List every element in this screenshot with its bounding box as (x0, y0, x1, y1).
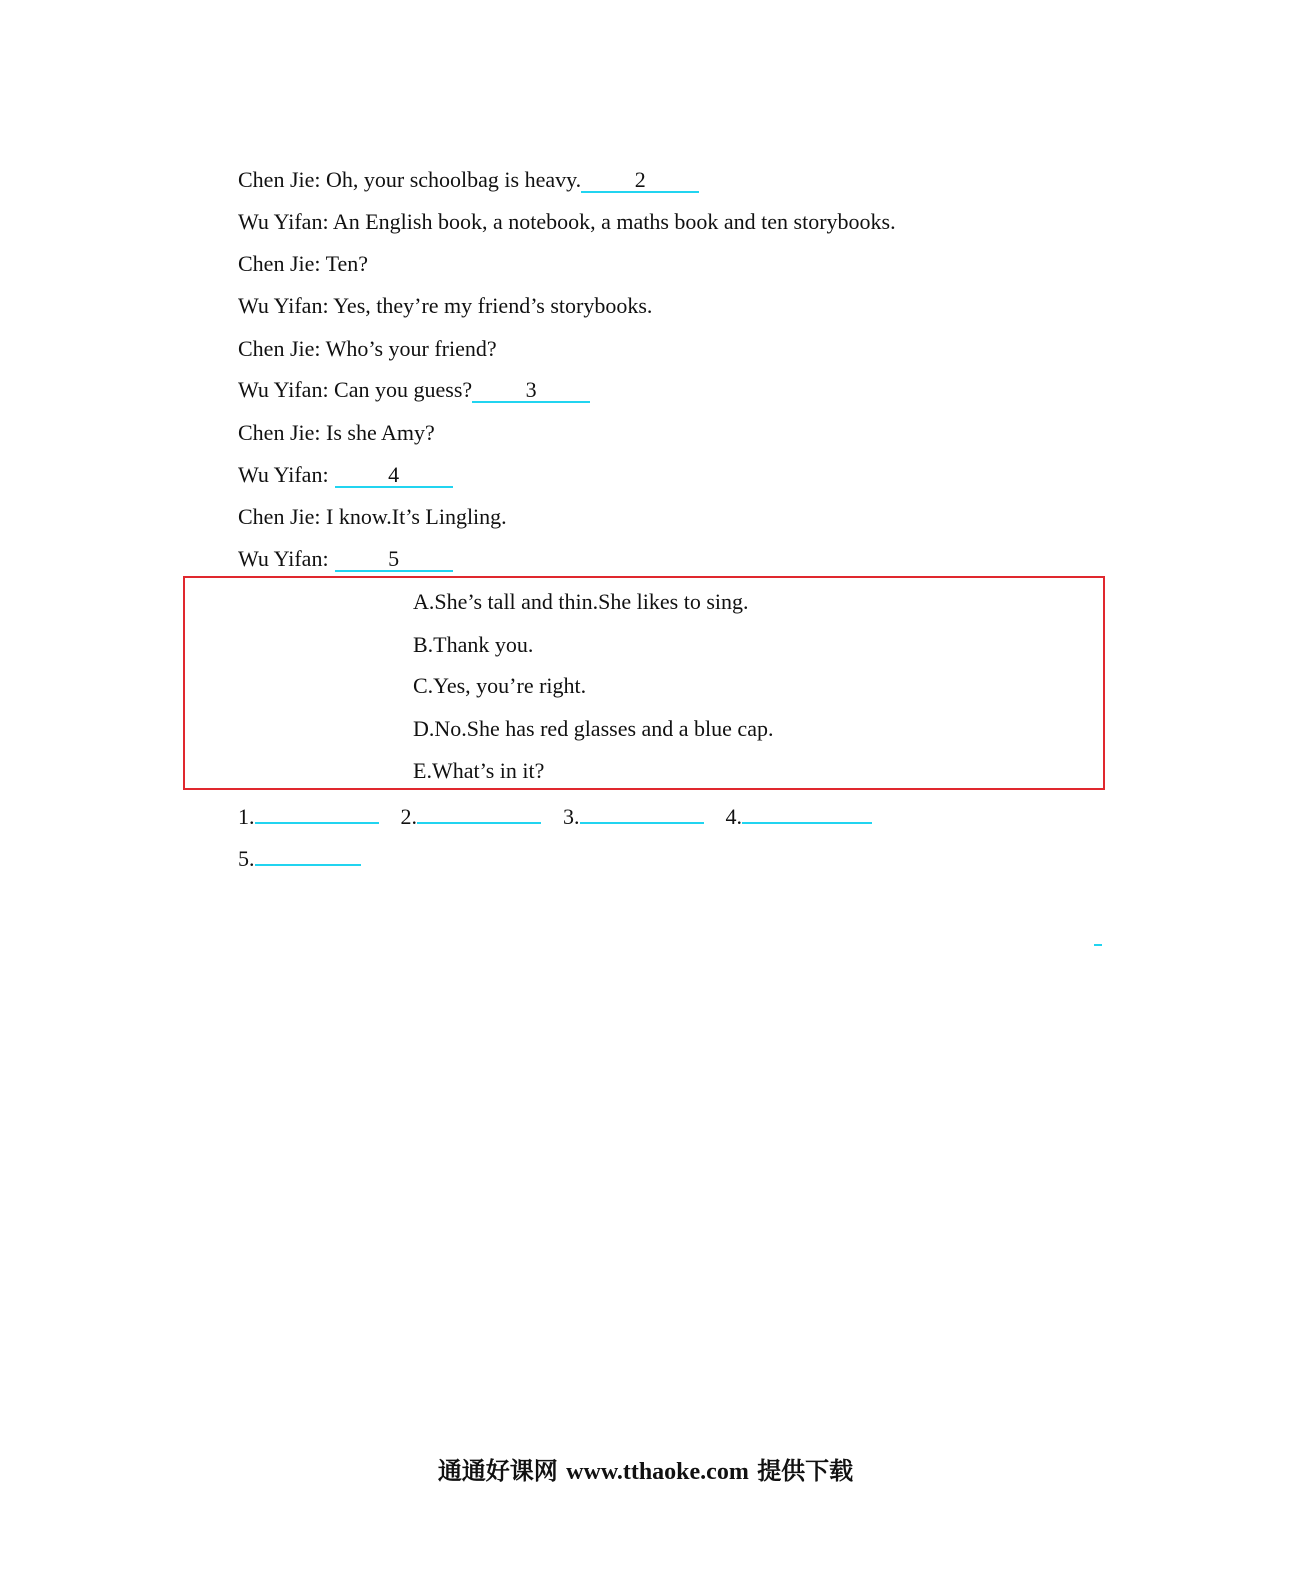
answer-3-label: 3. (563, 804, 580, 829)
footer-cn-right: 提供下载 (757, 1457, 854, 1485)
dialogue-text: Wu Yifan: (238, 462, 329, 487)
dialogue-line-9 (238, 504, 507, 530)
blank-2[interactable]: 2 (581, 167, 699, 193)
option-a: A.She’s tall and thin.She likes to sing. (413, 589, 749, 614)
answer-4-label: 4. (725, 804, 742, 829)
answer-1-blank[interactable] (255, 802, 379, 824)
answer-5 (238, 844, 361, 872)
answer-row-1 (238, 802, 894, 830)
answer-2-blank[interactable] (417, 802, 541, 824)
dialogue-text: Chen Jie: Who’s your friend? (238, 336, 497, 361)
blank-4[interactable]: 4 (335, 462, 453, 488)
footer-site-link[interactable]: www.tthaoke.com (566, 1459, 749, 1485)
dialogue-text: Wu Yifan: Can you guess? (238, 377, 473, 402)
dialogue-line-3 (238, 251, 368, 277)
dialogue-line-8 (238, 462, 453, 488)
answer-3 (563, 802, 704, 830)
stray-underline-mark (1094, 944, 1102, 946)
dialogue-text: Wu Yifan: (238, 546, 329, 571)
dialogue-line-7 (238, 420, 435, 446)
option-e: E.What’s in it? (413, 758, 545, 783)
option-b: B.Thank you. (413, 632, 534, 657)
dialogue-text: Chen Jie: I know.It’s Lingling. (238, 504, 507, 529)
answer-row-2 (238, 844, 383, 872)
dialogue-text: Chen Jie: Is she Amy? (238, 420, 435, 445)
answer-2-label: 2. (400, 804, 417, 829)
option-d: D.No.She has red glasses and a blue cap. (413, 716, 774, 741)
dialogue-line-5 (238, 336, 497, 362)
dialogue-text: Wu Yifan: Yes, they’re my friend’s storybooks. (238, 293, 653, 318)
dialogue-line-4 (238, 293, 652, 319)
option-c: C.Yes, you’re right. (413, 673, 587, 698)
answer-3-blank[interactable] (580, 802, 704, 824)
answer-4-blank[interactable] (742, 802, 872, 824)
answer-1 (238, 802, 379, 830)
dialogue-line-10 (238, 546, 453, 572)
dialogue-text: Wu Yifan: An English book, a notebook, a maths book and ten storybooks. (238, 209, 896, 234)
answer-5-blank[interactable] (255, 844, 361, 866)
dialogue-text: Chen Jie: Ten? (238, 251, 369, 276)
answer-5-label: 5. (238, 846, 255, 871)
answer-1-label: 1. (238, 804, 255, 829)
dialogue-line-1 (238, 167, 699, 193)
dialogue-line-6 (238, 377, 590, 403)
answer-2 (401, 802, 542, 830)
footer (0, 1451, 1291, 1486)
dialogue-text: Chen Jie: Oh, your schoolbag is heavy. (238, 167, 582, 192)
dialogue-line-2 (238, 209, 896, 235)
blank-5[interactable]: 5 (335, 546, 453, 572)
blank-3[interactable]: 3 (472, 377, 590, 403)
answer-4 (726, 802, 873, 830)
footer-cn-left: 通通好课网 (437, 1457, 558, 1485)
